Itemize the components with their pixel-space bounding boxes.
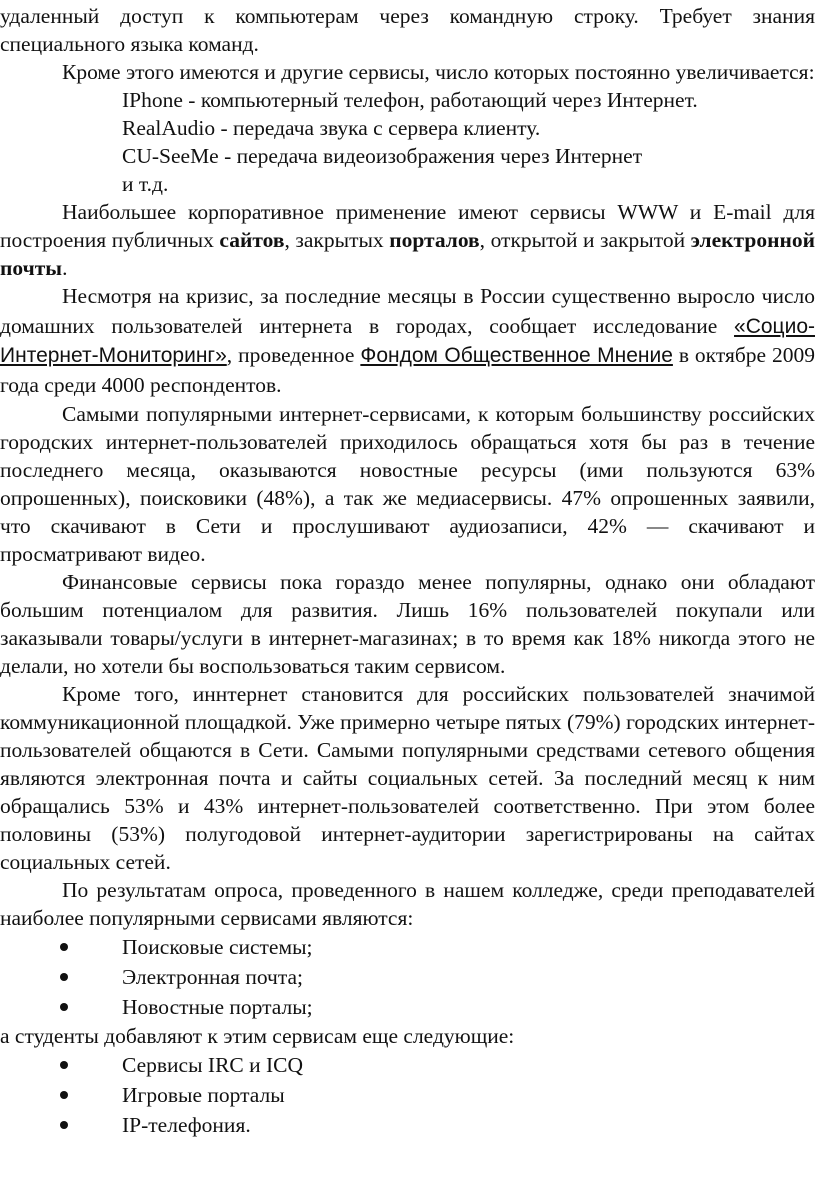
service-etc: и т.д. <box>122 172 169 196</box>
paragraph-communication: Кроме того, иннтернет становится для российских пользователей значимой коммуникационной площадкой. Уже примерно четыре пятых (79%) городских интернет-пользователей общаются в Сети. Самыми популярными средствами сетевого общения являются электронная почта и сайты социальных сетей. За последний месяц к ним обращались 53% и 43% интернет-пользователей соответственно. При этом более половины (53%) полугодовой интернет-аудитории зарегистрированы на сайтах социальных сетей. <box>0 682 815 874</box>
paragraph-other-services: Кроме этого имеются и другие сервисы, число которых постоянно увеличивается: <box>62 60 815 84</box>
paragraph-popular-services: Самыми популярными интернет-сервисами, к которым большинству российских городских интернет-пользователей приходилось обращаться хотя бы раз в течение последнего месяца, оказываются новостные ресурсы (ими пользуются 63% опрошенных), поисковики (48%), а так же медиасервисы. 47% опрошенных заявили, что скачивают в Сети и прослушивают аудиозаписи, 42% — скачивают и просматривают видео. <box>0 402 815 566</box>
paragraph-remote-access: удаленный доступ к компьютерам через командную строку. Требует знания специального языка команд. <box>0 4 815 56</box>
services-examples <box>0 86 815 198</box>
service-iphone: IPhone - компьютерный телефон, работающий через Интернет. <box>122 88 698 112</box>
list-item <box>0 932 815 962</box>
list-item <box>0 992 815 1022</box>
paragraph-college-survey: По результатам опроса, проведенного в нашем колледже, среди преподавателей наиболее популярными сервисами являются: <box>0 878 815 930</box>
paragraph-students: а студенты добавляют к этим сервисам еще следующие: <box>0 1024 515 1048</box>
list-item-text: Игровые порталы <box>122 1083 285 1107</box>
service-cu-seeme: CU-SeeMe - передача видеоизображения через Интернет <box>122 144 643 168</box>
service-realaudio: RealAudio - передача звука с сервера клиенту. <box>122 116 541 140</box>
list-item <box>0 1110 815 1140</box>
bold-portals: порталов <box>389 228 480 252</box>
bullet-icon <box>60 973 68 981</box>
bold-sites: сайтов <box>219 228 285 252</box>
paragraph-corporate-use <box>0 198 815 282</box>
list-item-text: Электронная почта; <box>122 965 304 989</box>
paragraph-financial-services: Финансовые сервисы пока гораздо менее популярны, однако они обладают большим потенциалом для развития. Лишь 16% пользователей покупали или заказывали товары/услуги в интернет-магазинах; в то время как 18% никогда этого не делали, но хотели бы воспользоваться таким сервисом. <box>0 570 815 678</box>
text-span: , проведенное <box>226 343 361 367</box>
list-item-text: Поисковые системы; <box>122 935 313 959</box>
bullet-icon <box>60 1091 68 1099</box>
link-fom[interactable]: Фондом Общественное Мнение <box>360 344 673 367</box>
link-socio-internet-monitoring[interactable]: «Социо-Интернет-Мониторинг» <box>0 314 815 367</box>
bold-email: электронной почты <box>0 228 815 280</box>
text-span: Наибольшее корпоративное применение имеют сервисы WWW и E-mail для построения публичных <box>0 200 815 252</box>
list-item-text: IP-телефония. <box>122 1113 251 1137</box>
bullet-icon <box>60 943 68 951</box>
list-item <box>0 1050 815 1080</box>
text-span: Несмотря на кризис, за последние месяцы в России существенно выросло число домашних пользователей интернета в городах, сообщает исследование <box>0 284 815 338</box>
bullet-icon <box>60 1121 68 1129</box>
text-span: . <box>62 256 68 280</box>
bullet-icon <box>60 1061 68 1069</box>
paragraph-crisis-growth <box>0 282 815 400</box>
list-item <box>0 1080 815 1110</box>
list-item-text: Новостные порталы; <box>122 995 313 1019</box>
text-span: , закрытых <box>284 228 390 252</box>
list-item-text: Сервисы IRC и ICQ <box>122 1053 304 1077</box>
text-span: в октябре 2009 года среди 4000 респондентов. <box>0 343 816 397</box>
list-item <box>0 962 815 992</box>
bullet-icon <box>60 1003 68 1011</box>
student-services-list <box>0 1050 815 1140</box>
teacher-services-list <box>0 932 815 1022</box>
text-span: , открытой и закрытой <box>479 228 691 252</box>
